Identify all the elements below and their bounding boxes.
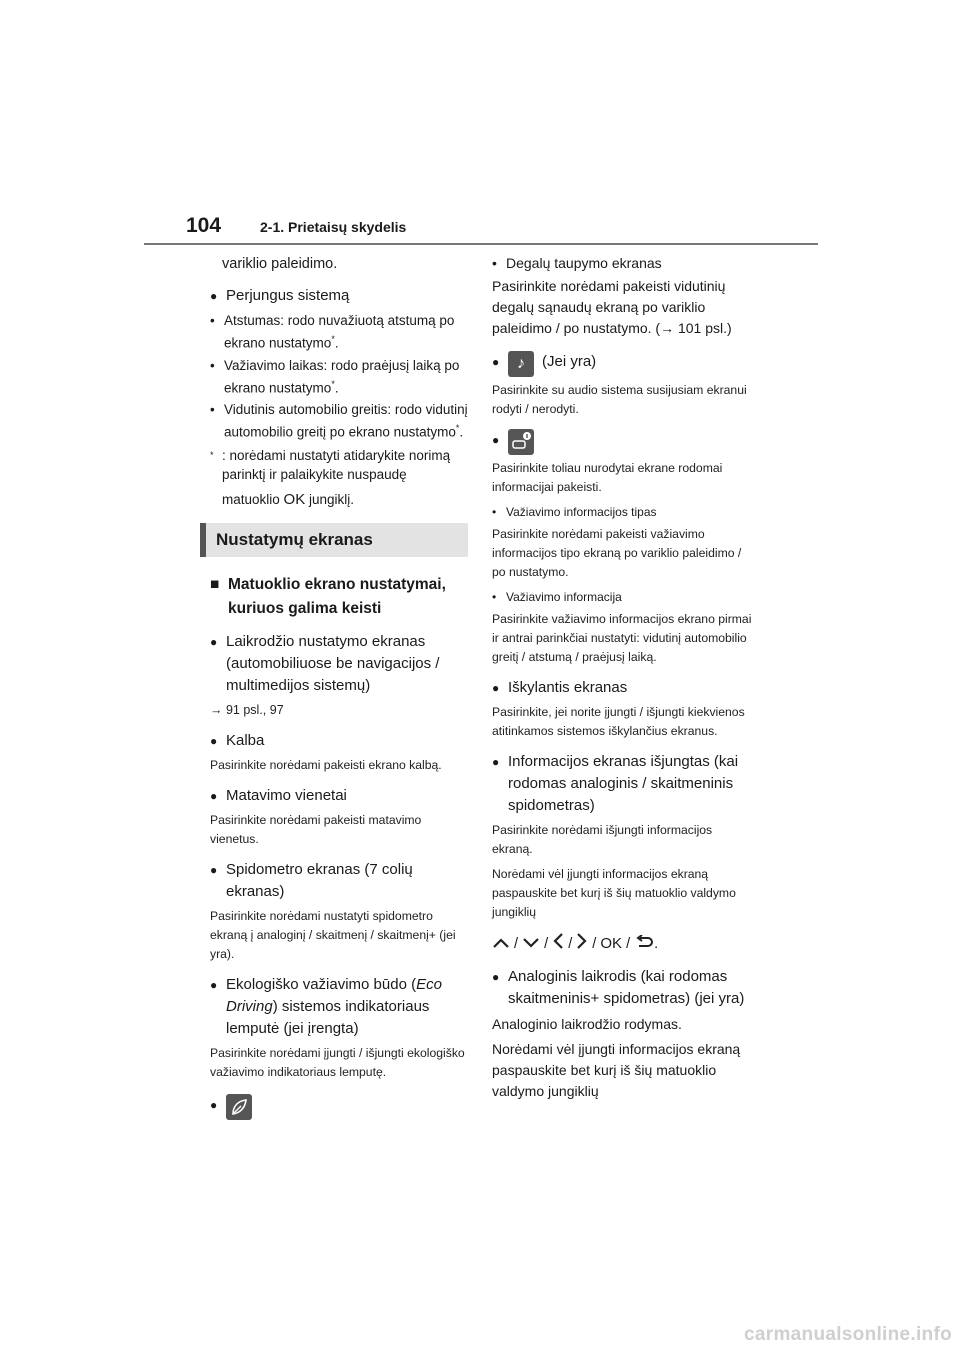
footnote-text-2a: matuoklio <box>222 491 284 507</box>
list-item <box>210 311 472 353</box>
footnote-star: * <box>455 423 460 433</box>
switch-heading <box>210 285 472 307</box>
separator: / <box>510 935 523 952</box>
switch-item-text: Važiavimo laikas: rodo praėjusį laiką po ekrano nustatymo <box>224 357 460 395</box>
drive-text: Pasirinkite toliau nurodytai ekrane rodomai informacijai pakeisti. <box>492 461 723 494</box>
fuel-text: Pasirinkite norėdami pakeisti vidutinių degalų sąnaudų ekraną po variklio paleidimo / po nustatymo. (→ 101 psl.) <box>492 278 732 336</box>
bullet-icon: • <box>210 313 215 328</box>
car-info-icon <box>508 429 534 455</box>
bullet-icon: ● <box>492 681 500 695</box>
analog-clock-text-1: Analoginio laikrodžio rodymas. <box>492 1016 682 1032</box>
eco-heading-a: Ekologiško važiavimo būdo ( <box>226 975 417 993</box>
ok-button-icon: OK <box>283 490 306 508</box>
bullet-icon: • <box>492 505 497 519</box>
chevron-left-icon <box>552 932 564 956</box>
leaf-icon <box>226 1094 252 1120</box>
eco-heading <box>210 974 472 1040</box>
clock-heading <box>210 631 472 697</box>
subsection-heading <box>210 573 472 621</box>
drive-info-text: Pasirinkite važiavimo informacijos ekrano pirmai ir antrai parinkčiai nustatyti: vidutinį automobilio greitį / atstumą / praėjusį laiką. <box>492 612 752 664</box>
analog-clock-text-2: Norėdami vėl įjungti informacijos ekraną paspauskite bet kurį iš šių matuoklio valdymo jungiklių <box>492 1041 741 1099</box>
bullet-icon: ● <box>492 970 500 984</box>
units-heading <box>210 785 472 807</box>
eco-heading-italic: Eco Driving <box>226 975 442 1015</box>
back-icon <box>634 934 654 955</box>
page-number: 104 <box>186 214 222 237</box>
clock-reference: → 91 psl., 97 <box>210 702 284 717</box>
drive-type-item: Važiavimo informacijos tipas <box>506 505 657 519</box>
drive-info-item: Važiavimo informacija <box>506 590 622 604</box>
info-off-text-2: Norėdami vėl įjungti informacijos ekraną paspauskite bet kurį iš šių matuoklio valdymo jungiklių <box>492 867 736 919</box>
eco-icon-heading <box>210 1094 472 1120</box>
switch-item-text: Vidutinis automobilio greitis: rodo vidutinį automobilio greitį po ekrano nustatymo <box>224 402 468 440</box>
footnote <box>210 446 472 484</box>
square-bullet-icon: ■ <box>210 575 220 593</box>
fuel-item-text: Degalų taupymo ekranas <box>506 255 662 271</box>
audio-heading-text: (Jei yra) <box>542 353 597 370</box>
list-item <box>210 400 472 442</box>
bullet-icon: ● <box>210 289 218 303</box>
separator: / <box>540 935 553 952</box>
language-text: Pasirinkite norėdami pakeisti ekrano kalbą. <box>210 757 442 772</box>
separator: / <box>564 935 577 952</box>
footnote-line <box>210 490 472 509</box>
chevron-up-icon <box>492 934 510 955</box>
switch-item-end: . <box>334 380 339 395</box>
units-heading-text: Matavimo vienetai <box>226 786 347 804</box>
list-item <box>210 356 472 398</box>
right-column <box>492 254 754 1106</box>
bullet-icon: • <box>492 590 497 604</box>
chevron-right-icon <box>576 932 588 956</box>
speedometer-text: Pasirinkite norėdami nustatyti spidometro ekraną į analoginį / skaitmenį / skaitmenį+ (jei yra). <box>210 908 456 961</box>
switch-icons-row <box>492 932 754 956</box>
intro-text: variklio paleidimo. <box>222 256 338 272</box>
switch-item-end: . <box>459 424 464 440</box>
info-off-heading-text: Informacijos ekranas išjungtas (kai rodomas analoginis / skaitmeninis spidometras) <box>508 753 739 814</box>
period: . <box>654 935 659 952</box>
bullet-icon: ● <box>492 755 500 769</box>
popup-text: Pasirinkite, jei norite įjungti / išjungti kiekvienos atitinkamos sistemos iškylančius ekranus. <box>492 705 745 738</box>
chevron-down-icon <box>522 934 540 955</box>
list-item <box>492 588 754 607</box>
subsection-heading-text: Matuoklio ekrano nustatymai, kuriuos galima keisti <box>228 575 446 617</box>
popup-heading <box>492 677 754 699</box>
music-note-icon: ♪ <box>508 351 534 377</box>
bullet-icon: • <box>210 357 215 373</box>
separator: / <box>622 935 635 952</box>
bullet-icon: • <box>210 402 215 417</box>
eco-heading-b: ) sistemos indikatoriaus lemputė (jei įrengta) <box>226 997 430 1037</box>
units-text: Pasirinkite norėdami pakeisti matavimo vienetus. <box>210 812 422 846</box>
info-off-heading <box>492 751 754 817</box>
language-heading-text: Kalba <box>226 731 265 749</box>
speedometer-heading-text: Spidometro ekranas (7 colių ekranas) <box>226 860 413 900</box>
header-rule <box>144 243 818 245</box>
section-title: 2-1. Prietaisų skydelis <box>260 219 407 235</box>
footnote-text-2b: jungiklį. <box>305 491 354 507</box>
audio-text: Pasirinkite su audio sistema susijusiam ekranui rodyti / nerodyti. <box>492 383 747 416</box>
bullet-icon: ● <box>210 634 218 649</box>
bullet-icon: ● <box>210 862 218 877</box>
footnote-text: : norėdami nustatyti atidarykite norimą parinktį ir palaikykite nuspaudę <box>222 447 451 482</box>
bullet-icon: ● <box>210 788 218 803</box>
bullet-icon: ● <box>210 1097 218 1112</box>
audio-heading <box>492 351 754 377</box>
left-column <box>210 254 472 1124</box>
footnote-star: * <box>331 334 335 344</box>
analog-clock-heading-text: Analoginis laikrodis (kai rodomas skaitmeninis+ spidometras) (jei yra) <box>508 968 745 1007</box>
speedometer-heading <box>210 859 472 903</box>
footnote-star: * <box>210 449 214 460</box>
switch-item-end: . <box>334 335 339 351</box>
list-item <box>492 254 754 273</box>
switch-heading-text: Perjungus sistemą <box>226 287 350 304</box>
list-item <box>492 503 754 522</box>
section-banner: Nustatymų ekranas <box>200 523 468 557</box>
footnote-star: * <box>331 378 335 389</box>
drive-type-text: Pasirinkite norėdami pakeisti važiavimo informacijos tipo ekraną po variklio paleidimo / po nustatymo. <box>492 527 742 579</box>
clock-heading-text: Laikrodžio nustatymo ekranas (automobiliuose be navigacijos / multimedijos sistemų) <box>226 632 440 694</box>
language-heading <box>210 730 472 752</box>
bullet-icon: ● <box>210 977 218 992</box>
bullet-icon: ● <box>210 733 218 748</box>
separator: / <box>588 935 601 952</box>
bullet-icon: • <box>492 255 497 271</box>
switch-item-text: Atstumas: rodo nuvažiuotą atstumą po ekrano nustatymo <box>224 313 455 351</box>
info-off-text-1: Pasirinkite norėdami išjungti informacijos ekraną. <box>492 823 713 856</box>
eco-text: Pasirinkite norėdami įjungti / išjungti ekologiško važiavimo indikatoriaus lemputę. <box>210 1045 465 1079</box>
popup-heading-text: Iškylantis ekranas <box>508 679 628 696</box>
bullet-icon: ● <box>492 355 500 369</box>
bullet-icon: ● <box>492 433 500 447</box>
analog-clock-heading <box>492 966 754 1010</box>
watermark: carmanualsonline.info <box>744 1324 952 1345</box>
ok-button-icon: OK <box>600 934 623 952</box>
drive-info-icon-heading <box>492 429 754 455</box>
